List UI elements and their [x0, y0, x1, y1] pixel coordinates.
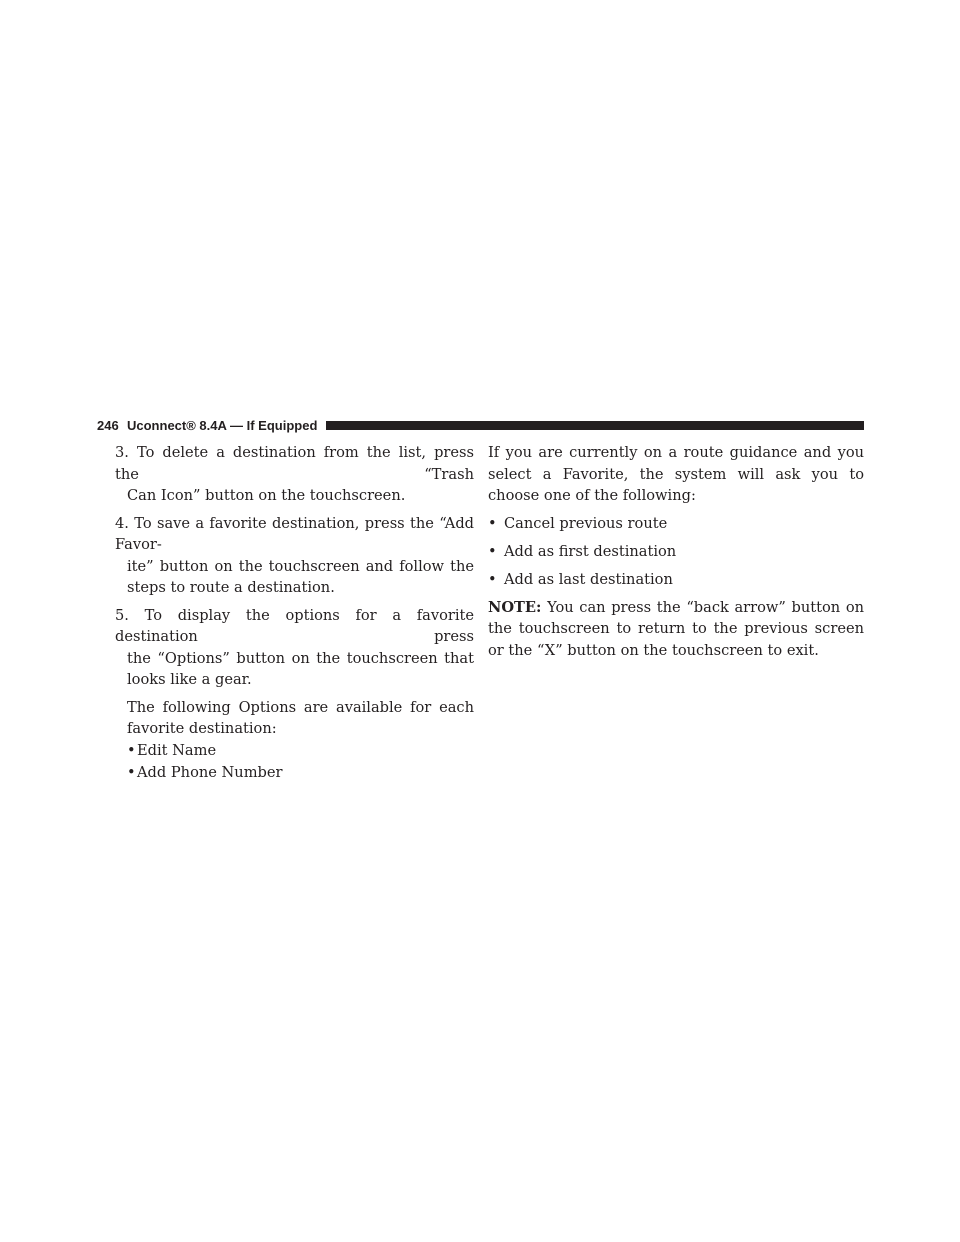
route-intro: If you are currently on a route guidance and you select a Favorite, the system will ask you to choose one of the following:: [488, 444, 864, 504]
note-text: You can press the “back arrow” button on the touchscreen to return to the previous screen or the “X” button on the touchscreen to exit.: [488, 598, 865, 659]
step-number: 4.: [115, 514, 129, 532]
list-item: • Edit Name: [127, 740, 474, 762]
list-item: • Add as first destination: [488, 541, 864, 569]
bullet-icon: •: [488, 570, 497, 588]
page-number: 246: [97, 418, 119, 433]
bullet-icon: •: [488, 542, 497, 560]
step-text-cont: the “Options” button on the touchscreen that looks like a gear.: [127, 649, 474, 688]
step-text: To display the options for a favorite destination press: [115, 606, 474, 645]
note-paragraph: [488, 597, 864, 662]
options-list: [97, 740, 474, 784]
step-text: To delete a destination from the list, press the “Trash: [115, 444, 474, 483]
step-text: To save a favorite destination, press the “Add Favor-: [115, 514, 475, 553]
left-column: [97, 442, 474, 784]
section-title: Uconnect® 8.4A — If Equipped: [127, 418, 318, 433]
list-item: • Add as last destination: [488, 569, 864, 597]
step-text-cont: ite” button on the touchscreen and follow the steps to route a destination.: [127, 557, 474, 596]
step-text-cont: Can Icon” button on the touchscreen.: [127, 487, 406, 504]
bullet-icon: •: [488, 514, 497, 532]
step-5: [97, 605, 474, 691]
step-number: 5.: [115, 606, 129, 624]
header-rule: [326, 421, 864, 430]
step-number: 3.: [115, 444, 129, 461]
list-item: • Cancel previous route: [488, 513, 864, 541]
page-header: [97, 418, 864, 434]
note-label: NOTE:: [488, 598, 542, 616]
bullet-icon: •: [127, 763, 136, 781]
choices-list: [488, 513, 864, 597]
options-intro: The following Options are available for each favorite destination:: [127, 698, 474, 737]
step-4: [97, 513, 474, 599]
bullet-icon: •: [127, 741, 136, 759]
step-3: [97, 442, 474, 507]
right-column: [488, 442, 864, 661]
list-item: • Add Phone Number: [127, 762, 474, 784]
